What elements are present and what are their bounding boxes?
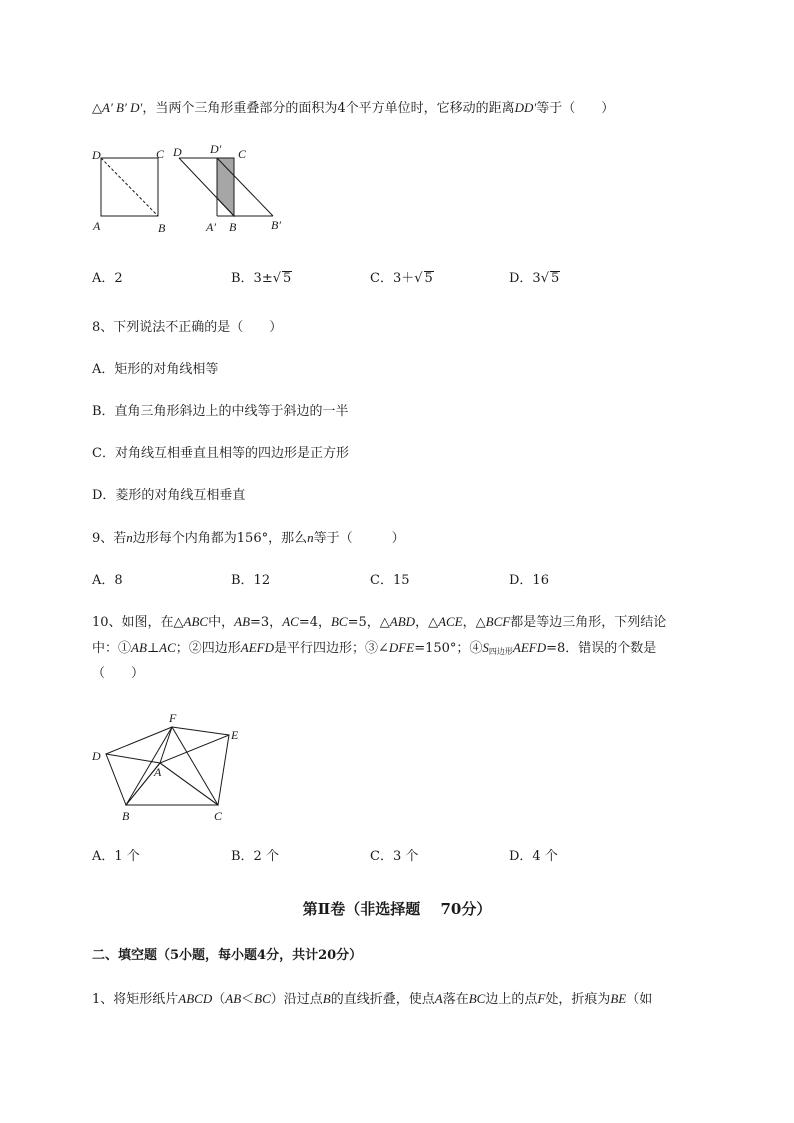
- q7-figure: [88, 140, 298, 240]
- q10-option-c: C．3 个: [370, 849, 419, 864]
- q7-label-dp: D′: [210, 142, 222, 156]
- q7-label-ap: A′: [206, 220, 216, 234]
- q7-option-d-radicand: 5: [551, 271, 560, 286]
- q10-var: AC: [159, 640, 176, 655]
- q10-text: =3，: [250, 615, 283, 630]
- section-title: 第Ⅱ卷（非选择题 70分）: [302, 900, 492, 918]
- p2-text: 的直线折叠，使点: [330, 992, 435, 1007]
- q10-var: ABD: [389, 614, 416, 629]
- p2-var: F: [537, 991, 546, 1006]
- q10-segment-df: [106, 727, 172, 754]
- q10-option-d: D．4 个: [509, 849, 558, 864]
- q9-variable-n: n: [307, 530, 314, 545]
- q7-stem-part-d: 等于（ ）: [536, 101, 615, 116]
- q7-triangle-name: A′ B′ D′: [102, 100, 143, 115]
- q10-triangle-bcf: [126, 727, 218, 805]
- q10-var: BC: [330, 614, 348, 629]
- p2-var: ABCD: [178, 991, 213, 1006]
- q9-stem-part-a: 9、若: [92, 531, 127, 546]
- q7-label-b2: B: [229, 220, 237, 234]
- q10-option-a: A．1 个: [92, 849, 140, 864]
- p2-text: 1、将矩形纸片: [92, 992, 179, 1007]
- q10-var: AC: [282, 614, 299, 629]
- q9-option-c: C．15: [370, 573, 410, 588]
- q7-label-b: B: [158, 221, 166, 235]
- q7-option-d-text: D．3: [509, 271, 541, 286]
- q10-triangle-abd: [106, 754, 160, 805]
- p2-var: B: [322, 991, 331, 1006]
- p2-var: BC: [468, 991, 486, 1006]
- q7-label-d: D: [92, 148, 101, 162]
- q10-label-f: F: [169, 711, 177, 725]
- q7-option-c-radicand: 5: [424, 271, 433, 286]
- q10-var: AEFD: [512, 640, 547, 655]
- q8-stem: 8、下列说法不正确的是（ ）: [92, 320, 283, 335]
- q7-area-number: 4: [337, 101, 346, 116]
- q10-text: =8．错误的个数是: [546, 641, 657, 656]
- q10-text: 是平行四边形；③∠: [274, 641, 389, 656]
- q10-var: ACE: [438, 614, 463, 629]
- q7-option-c: [370, 269, 434, 289]
- q7-option-d: [509, 269, 560, 289]
- q9-stem: [92, 528, 405, 549]
- q10-label-a: A: [154, 765, 162, 779]
- q10-var: ABC: [183, 614, 209, 629]
- q10-area-subscript: 四边形: [488, 647, 513, 656]
- radical-icon: √: [272, 271, 282, 286]
- q10-stem-line2: [92, 638, 656, 662]
- q7-option-b: [231, 269, 292, 289]
- q10-text: 10、如图，在△: [92, 615, 184, 630]
- q7-option-c-text: C．3＋: [370, 271, 415, 286]
- q10-var: AB: [234, 614, 251, 629]
- q8-option-c: C．对角线互相垂直且相等的四边形是正方形: [92, 446, 349, 461]
- q7-option-b-radicand: 5: [283, 271, 292, 286]
- q10-text: =5，△: [347, 615, 390, 630]
- q7-label-a: A: [93, 219, 101, 233]
- q7-option-b-text: B．3±: [231, 271, 273, 286]
- q7-option-a: [92, 269, 123, 289]
- q7-label-d2: D: [173, 145, 182, 159]
- q10-text: =4，: [298, 615, 331, 630]
- q7-triangle-symbol: △: [92, 101, 102, 116]
- q10-var: BCF: [485, 614, 511, 629]
- q10-text: 都是等边三角形，下列结论: [510, 615, 667, 630]
- p2-text: （如: [626, 992, 653, 1007]
- p2-text: 边上的点: [485, 992, 538, 1007]
- q10-label-c: C: [214, 809, 223, 823]
- q7-label-c2: C: [238, 147, 247, 161]
- q10-figure: [88, 708, 258, 828]
- q7-stem-part-b: ，当两个三角形重叠部分的面积为: [142, 101, 338, 116]
- q10-var: AEFD: [240, 640, 274, 655]
- q10-text: ，△: [462, 615, 486, 630]
- q10-label-b: B: [122, 809, 130, 823]
- q9-option-a: A．8: [92, 573, 123, 588]
- q8-option-b: B．直角三角形斜边上的中线等于斜边的一半: [92, 404, 349, 419]
- q9-stem-part-b: 边形每个内角都为156°，那么: [132, 531, 308, 546]
- q10-text: =150°；④: [414, 641, 483, 656]
- q10-text: 中：①: [92, 641, 132, 656]
- p2-text: 落在: [442, 992, 469, 1007]
- q10-text: ；②四边形: [175, 641, 241, 656]
- q8-option-a: A．矩形的对角线相等: [92, 362, 219, 377]
- p2-var: BE: [610, 991, 627, 1006]
- q9-option-b: B．12: [231, 573, 271, 588]
- p2-text: 处，折痕为: [545, 992, 611, 1007]
- radical-icon: √: [540, 271, 549, 286]
- q9-option-d: D．16: [509, 573, 549, 588]
- q7-stem-part-c: 个平方单位时，它移动的距离: [345, 101, 515, 116]
- q7-distance-label: DD′: [514, 100, 537, 115]
- q10-text: 中，: [208, 615, 235, 630]
- q8-option-d: D．菱形的对角线互相垂直: [92, 488, 246, 503]
- q10-text: ，△: [415, 615, 439, 630]
- less-than-icon: ＜: [241, 992, 255, 1007]
- perpendicular-icon: ⊥: [146, 641, 160, 656]
- q10-segment-fe: [172, 727, 229, 735]
- q10-var: AB: [131, 640, 147, 655]
- p2-var: AB: [225, 991, 242, 1006]
- q9-stem-part-c: 等于（ ）: [313, 531, 405, 546]
- q7-dashed-diagonal: [101, 158, 158, 216]
- p2-var: A: [434, 991, 443, 1006]
- q7-label-c: C: [156, 147, 165, 161]
- part2-q1-stem: [92, 989, 652, 1010]
- p2-text: ）沿过点: [270, 992, 323, 1007]
- q7-stem: [92, 98, 614, 119]
- q10-segment-ac: [160, 763, 218, 805]
- p2-var: BC: [254, 991, 271, 1006]
- q9-variable-n: n: [126, 530, 133, 545]
- q7-label-bp: B′: [271, 218, 281, 232]
- q10-label-d: D: [92, 749, 101, 763]
- q7-option-a-text: A．2: [92, 271, 123, 286]
- q10-stem-line1: [92, 612, 666, 633]
- q10-var: DFE: [388, 640, 415, 655]
- q10-label-e: E: [231, 728, 239, 742]
- radical-icon: √: [414, 271, 423, 286]
- q10-option-b: B．2 个: [231, 849, 279, 864]
- part2-heading: 二、填空题（5小题，每小题4分，共计20分）: [92, 948, 363, 963]
- q10-stem-line3: （ ）: [92, 666, 145, 681]
- p2-text: （: [212, 992, 226, 1007]
- q10-area-symbol: S: [482, 640, 489, 655]
